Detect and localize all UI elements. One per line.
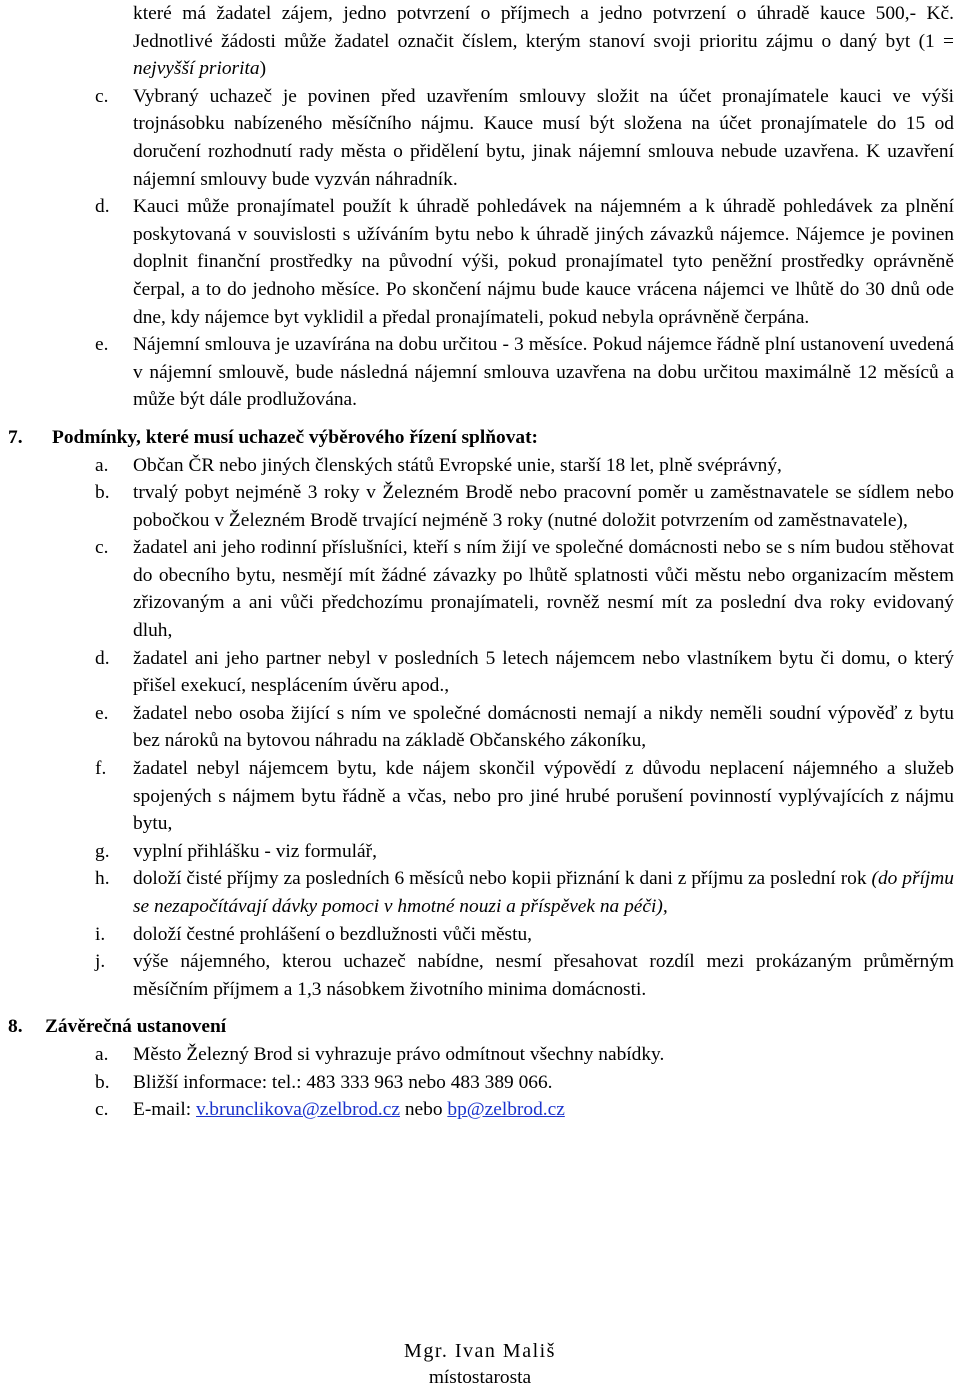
list-marker: a. (95, 454, 109, 476)
list-marker: f. (95, 758, 107, 780)
signature-title: místostarosta (428, 1367, 532, 1388)
list-item-text: výše nájemného, kterou uchazeč nabídne, nesmí přesahovat rozdíl mezi prokázaným průměrným měsíčním příjmem a 1,3 násobkem životního minima domácnosti. (133, 951, 954, 1000)
list-marker: e. (95, 334, 109, 356)
list-item-text: doloží čestné prohlášení o bezdlužnosti vůči městu, (133, 923, 533, 945)
list-item (0, 193, 960, 331)
list-item (0, 755, 960, 838)
list-item (0, 1041, 960, 1069)
email-item (0, 1096, 960, 1124)
list-item-text: Vybraný uchazeč je povinen před uzavřením smlouvy složit na účet pronajímatele kauci ve výši trojnásobku nabízeného měsíčního nájmu. Kauce musí být složena na účet pronajímatele do 15 od doručení rozhodnutí rady města o přidělení bytu, jinak nájemní smlouva nebude uzavřena. K uzavření nájemní smlouvy bude vyzván náhradník. (133, 85, 954, 190)
list-item-text: žadatel ani jeho partner nebyl v posledních 5 letech nájemcem nebo vlastníkem bytu či domu, o který přišel exekucí, nesplácením úvěru apod., (133, 647, 954, 697)
list-item (0, 948, 960, 1003)
list-item (0, 534, 960, 644)
list-marker: d. (95, 647, 110, 669)
email-prefix: E-mail: (133, 1099, 197, 1121)
list-item (0, 838, 960, 866)
list-item (0, 331, 960, 414)
list-item (0, 645, 960, 700)
list-item (0, 479, 960, 534)
list-item-text: žadatel ani jeho rodinní příslušníci, kteří s ním žijí ve společné domácnosti nebo se s ním budou stěhovat do obecního bytu, nesmějí mít žádné závazky po lhůtě splatnosti vůči městu nebo organizacím městem zřizovaným a ani vůči předchozímu pronajímateli, rovněž nesmí mít za poslední dva roky evidovaný dluh, (133, 537, 954, 642)
list-item (0, 452, 960, 480)
continuation-end: ) (259, 58, 267, 80)
list-marker: a. (95, 1043, 109, 1065)
list-item-text: Bližší informace: tel.: 483 333 963 nebo 483 389 066. (133, 1071, 553, 1093)
email-link-brunclikova[interactable]: v.brunclikova@zelbrod.cz (196, 1099, 400, 1121)
list-marker: d. (95, 196, 110, 218)
list-item-text: Kauci může pronajímatel použít k úhradě pohledávek na nájemném a k úhradě pohledávek za plnění poskytovaná v souvislosti s užíváním bytu nebo k úhradě jiných závazků nájemce. Nájemce je povinen doplnit finanční prostředky na původní výši, pokud pronajímatel tyto peněžní prostředky oprávněně čerpal, a to do jednoho měsíce. Po skončení nájmu bude kauce vrácena nájemci ve lhůtě do 30 dnů ode dne, kdy nájemce byt vyklidil a předal pronajímateli, pokud nebyla oprávněně čerpána. (133, 196, 954, 328)
section-heading (0, 424, 960, 452)
list-item-text: Město Železný Brod si vyhrazuje právo odmítnout všechny nabídky. (133, 1043, 665, 1065)
list-marker: h. (95, 868, 110, 890)
list-marker: g. (95, 840, 110, 862)
section-title: Podmínky, které musí uchazeč výběrového řízení splňovat: (52, 426, 539, 448)
list-item (0, 921, 960, 949)
list-marker: b. (95, 1071, 110, 1093)
list-item (0, 700, 960, 755)
signature-name: Mgr. Ivan Mališ (404, 1340, 556, 1362)
list-marker: e. (95, 702, 109, 724)
list-item (0, 865, 960, 920)
list-item (0, 1069, 960, 1097)
list-item-text: žadatel nebo osoba žijící s ním ve společné domácnosti nemají a nikdy neměli soudní výpověď z bytu bez nároků na bytovou náhradu na základě Občanského zákoníku, (133, 702, 954, 752)
email-middle: nebo (399, 1099, 448, 1121)
email-link-bp[interactable]: bp@zelbrod.cz (447, 1099, 565, 1121)
section-title: Závěrečná ustanovení (45, 1016, 227, 1038)
list-item-text: Nájemní smlouva je uzavírána na dobu určitou - 3 měsíce. Pokud nájemce řádně plní ustanovení uvedená v nájemní smlouvě, bude následná nájemní smlouva uzavřena na dobu určitou maximálně 12 měsíců a může být dále prodlužována. (133, 334, 954, 411)
list-item-text: doloží čisté příjmy za posledních 6 měsíců nebo kopii přiznání k dani z příjmu za poslední rok (133, 868, 872, 890)
continuation-italic: nejvyšší priorita (133, 58, 260, 80)
section-8 (0, 1013, 960, 1123)
list-item (0, 83, 960, 193)
continuation-paragraph (0, 0, 960, 83)
section-heading (0, 1013, 960, 1041)
section-number: 8. (8, 1016, 23, 1038)
list-item-text: žadatel nebyl nájemcem bytu, kde nájem skončil výpovědí z důvodu neplacení nájemného a služeb spojených s nájmem bytu řádně a včas, nebo pro jiné hrubé porušení povinností vyplývajících z nájmu bytu, (133, 758, 954, 835)
list-item-text: trvalý pobyt nejméně 3 roky v Železném Brodě nebo pracovní poměr u zaměstnavatele se sídlem nebo pobočkou v Železném Brodě trvající nejméně 3 roky (nutné doložit potvrzením od zaměstnavatele), (133, 482, 954, 531)
section-number: 7. (8, 426, 23, 448)
list-marker: j. (95, 951, 106, 973)
list-marker: b. (95, 482, 110, 504)
list-item-text: Občan ČR nebo jiných členských států Evropské unie, starší 18 let, plně svéprávný, (133, 454, 782, 476)
list-item-italic: (do příjmu se nezapočítávají dávky pomoci v hmotné nouzi a příspěvek na péči), (133, 868, 954, 917)
list-marker: i. (95, 923, 106, 945)
list-marker: c. (95, 537, 109, 559)
continuation-text: které má žadatel zájem, jedno potvrzení o příjmech a jedno potvrzení o úhradě kauce 500,- Kč. Jednotlivé žádosti může žadatel označit číslem, kterým stanoví svoji prioritu zájmu o daný byt (1 = (133, 3, 954, 52)
list-marker: c. (95, 85, 109, 107)
list-marker: c. (95, 1099, 109, 1121)
list-item-text: vyplní přihlášku - viz formulář, (133, 840, 377, 862)
